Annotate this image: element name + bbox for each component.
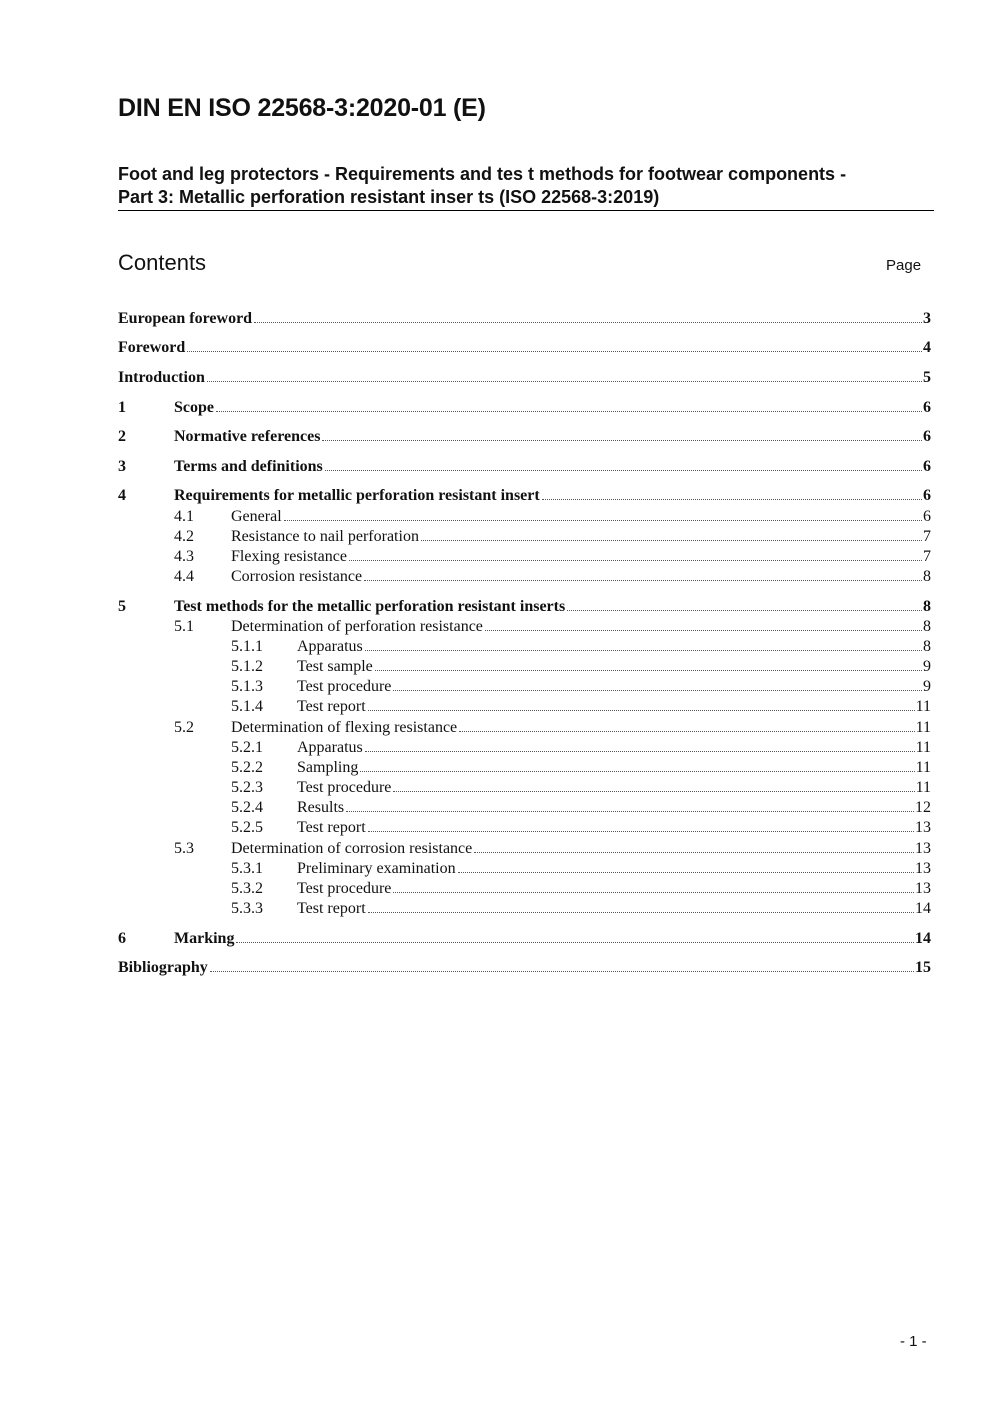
toc-entry-page: 13	[915, 880, 931, 897]
toc-entry-number: 5.3.2	[231, 880, 263, 897]
toc-entry[interactable]	[118, 929, 931, 949]
toc-entry-number: 5.2	[174, 719, 194, 736]
toc-dot-leader	[393, 689, 922, 691]
toc-entry[interactable]	[118, 798, 931, 818]
toc-entry-label: Determination of flexing resistance	[231, 719, 458, 736]
toc-entry[interactable]	[118, 718, 931, 738]
toc-entry-page: 7	[923, 528, 931, 545]
toc-entry-label: Introduction	[118, 369, 205, 386]
toc-entry-number: 5.3.3	[231, 900, 263, 917]
toc-entry-page: 12	[915, 799, 931, 816]
toc-dot-leader	[485, 629, 922, 631]
toc-entry[interactable]	[118, 547, 931, 567]
toc-entry[interactable]	[118, 368, 931, 388]
toc-entry[interactable]	[118, 617, 931, 637]
toc-entry-label: Bibliography	[118, 959, 208, 976]
toc-dot-leader	[284, 519, 922, 521]
toc-entry-page: 8	[923, 598, 931, 615]
toc-entry-label: Test methods for the metallic perforation resistant inserts	[174, 598, 566, 615]
toc-entry-label: Foreword	[118, 339, 186, 356]
toc-entry-number: 1	[118, 399, 126, 416]
toc-entry-page: 7	[923, 548, 931, 565]
toc-entry-label: Normative references	[174, 428, 321, 445]
toc-dot-leader	[375, 669, 922, 671]
toc-entry-label: Test report	[297, 900, 366, 917]
toc-entry-label: Requirements for metallic perforation resistant insert	[174, 487, 540, 504]
toc-entry[interactable]	[118, 457, 931, 477]
toc-entry-label: Apparatus	[297, 739, 363, 756]
toc-entry[interactable]	[118, 697, 931, 717]
toc-entry-number: 5.1.2	[231, 658, 263, 675]
page-column-heading: Page	[886, 257, 922, 274]
toc-entry[interactable]	[118, 879, 931, 899]
toc-dot-leader	[474, 851, 914, 853]
toc-dot-leader	[254, 321, 922, 323]
toc-entry-page: 13	[915, 840, 931, 857]
toc-entry-number: 5.1.3	[231, 678, 263, 695]
toc-entry-number: 4.3	[174, 548, 194, 565]
toc-dot-leader	[207, 380, 922, 382]
document-title: DIN EN ISO 22568-3:2020-01 (E)	[118, 94, 486, 122]
toc-entry-page: 13	[915, 819, 931, 836]
toc-entry-label: Resistance to nail perforation	[231, 528, 419, 545]
toc-entry-page: 4	[923, 339, 931, 356]
toc-entry-page: 14	[915, 900, 931, 917]
toc-dot-leader	[368, 911, 914, 913]
toc-dot-leader	[368, 709, 915, 711]
toc-entry-page: 11	[915, 698, 931, 715]
toc-dot-leader	[346, 810, 914, 812]
toc-dot-leader	[322, 439, 922, 441]
toc-entry-label: Determination of corrosion resistance	[231, 840, 473, 857]
toc-entry-page: 3	[923, 310, 931, 327]
toc-dot-leader	[542, 498, 922, 500]
toc-entry[interactable]	[118, 758, 931, 778]
toc-entry-page: 9	[923, 658, 931, 675]
toc-entry-label: Terms and definitions	[174, 458, 323, 475]
toc-entry-label: Results	[297, 799, 345, 816]
toc-entry-page: 9	[923, 678, 931, 695]
toc-entry-number: 4	[118, 487, 126, 504]
toc-entry-number: 5.2.3	[231, 779, 263, 796]
toc-entry-number: 5.1	[174, 618, 194, 635]
toc-entry-label: Test sample	[297, 658, 373, 675]
toc-entry-number: 5.1.4	[231, 698, 263, 715]
toc-entry-number: 5.2.1	[231, 739, 263, 756]
toc-entry-page: 6	[923, 458, 931, 475]
toc-entry-page: 14	[915, 930, 931, 947]
toc-entry-label: Test report	[297, 819, 366, 836]
toc-entry-label: Test procedure	[297, 880, 392, 897]
toc-entry-page: 15	[915, 959, 931, 976]
toc-entry-page: 13	[915, 860, 931, 877]
toc-entry-number: 5.1.1	[231, 638, 263, 655]
toc-dot-leader	[393, 790, 914, 792]
toc-entry[interactable]	[118, 309, 931, 329]
toc-dot-leader	[236, 941, 914, 943]
toc-entry-label: Apparatus	[297, 638, 363, 655]
subtitle-line-2: Part 3: Metallic perforation resistant inser ts (ISO 22568-3:2019)	[118, 187, 660, 207]
toc-dot-leader	[567, 609, 922, 611]
toc-entry-label: Test procedure	[297, 678, 392, 695]
toc-entry-page: 8	[923, 618, 931, 635]
toc-entry[interactable]	[118, 398, 931, 418]
toc-entry-number: 6	[118, 930, 126, 947]
toc-entry-page: 8	[923, 568, 931, 585]
toc-entry-page: 6	[923, 487, 931, 504]
toc-entry-label: Corrosion resistance	[231, 568, 363, 585]
toc-dot-leader	[216, 410, 922, 412]
toc-dot-leader	[349, 559, 922, 561]
toc-dot-leader	[393, 891, 914, 893]
toc-entry-number: 5.2.4	[231, 799, 263, 816]
toc-entry[interactable]	[118, 657, 931, 677]
toc-entry[interactable]	[118, 338, 931, 358]
toc-entry[interactable]	[118, 839, 931, 859]
toc-entry-page: 11	[915, 719, 931, 736]
subtitle-line-1: Foot and leg protectors - Requirements and tes t methods for footwear components -	[118, 164, 847, 184]
toc-entry-number: 5.3.1	[231, 860, 263, 877]
toc-entry-label: Test procedure	[297, 779, 392, 796]
toc-entry-label: Determination of perforation resistance	[231, 618, 483, 635]
page-number: - 1 -	[900, 1333, 927, 1350]
toc-dot-leader	[421, 539, 922, 541]
toc-entry[interactable]	[118, 567, 931, 587]
toc-dot-leader	[364, 579, 922, 581]
toc-dot-leader	[365, 649, 922, 651]
toc-entry[interactable]	[118, 597, 931, 617]
toc-entry-number: 4.1	[174, 508, 194, 525]
toc-entry[interactable]	[118, 778, 931, 798]
toc-entry-label: Marking	[174, 930, 235, 947]
toc-entry-number: 3	[118, 458, 126, 475]
toc-entry[interactable]	[118, 427, 931, 447]
toc-dot-leader	[368, 830, 914, 832]
toc-entry-page: 5	[923, 369, 931, 386]
toc-entry-page: 11	[915, 779, 931, 796]
toc-entry-page: 8	[923, 638, 931, 655]
toc-entry-page: 6	[923, 399, 931, 416]
toc-entry-label: Scope	[174, 399, 214, 416]
toc-dot-leader	[365, 750, 915, 752]
toc-entry-number: 4.4	[174, 568, 194, 585]
toc-entry[interactable]	[118, 637, 931, 657]
toc-entry[interactable]	[118, 958, 931, 978]
toc-dot-leader	[458, 871, 914, 873]
toc-entry-label: Preliminary examination	[297, 860, 456, 877]
toc-entry-number: 5.3	[174, 840, 194, 857]
toc-dot-leader	[210, 970, 914, 972]
toc-entry[interactable]	[118, 859, 931, 879]
toc-entry[interactable]	[118, 899, 931, 919]
contents-heading: Contents	[118, 250, 207, 275]
toc-entry[interactable]	[118, 486, 931, 506]
toc-dot-leader	[459, 730, 914, 732]
toc-entry-page: 6	[923, 428, 931, 445]
toc-entry[interactable]	[118, 507, 931, 527]
toc-entry-label: Test report	[297, 698, 366, 715]
toc-entry-page: 11	[915, 759, 931, 776]
toc-entry-page: 11	[915, 739, 931, 756]
toc-entry[interactable]	[118, 818, 931, 838]
toc-entry[interactable]	[118, 677, 931, 697]
toc-entry-number: 5	[118, 598, 126, 615]
toc-entry-number: 5.2.2	[231, 759, 263, 776]
toc-entry-number: 4.2	[174, 528, 194, 545]
toc-entry[interactable]	[118, 738, 931, 758]
toc-dot-leader	[360, 770, 914, 772]
toc-entry-number: 2	[118, 428, 126, 445]
toc-entry[interactable]	[118, 527, 931, 547]
toc-entry-label: Flexing resistance	[231, 548, 347, 565]
toc-dot-leader	[325, 469, 922, 471]
toc-entry-label: Sampling	[297, 759, 359, 776]
toc-entry-label: General	[231, 508, 282, 525]
toc-entry-label: European foreword	[118, 310, 253, 327]
toc-dot-leader	[187, 350, 922, 352]
toc-entry-page: 6	[923, 508, 931, 525]
toc-entry-number: 5.2.5	[231, 819, 263, 836]
